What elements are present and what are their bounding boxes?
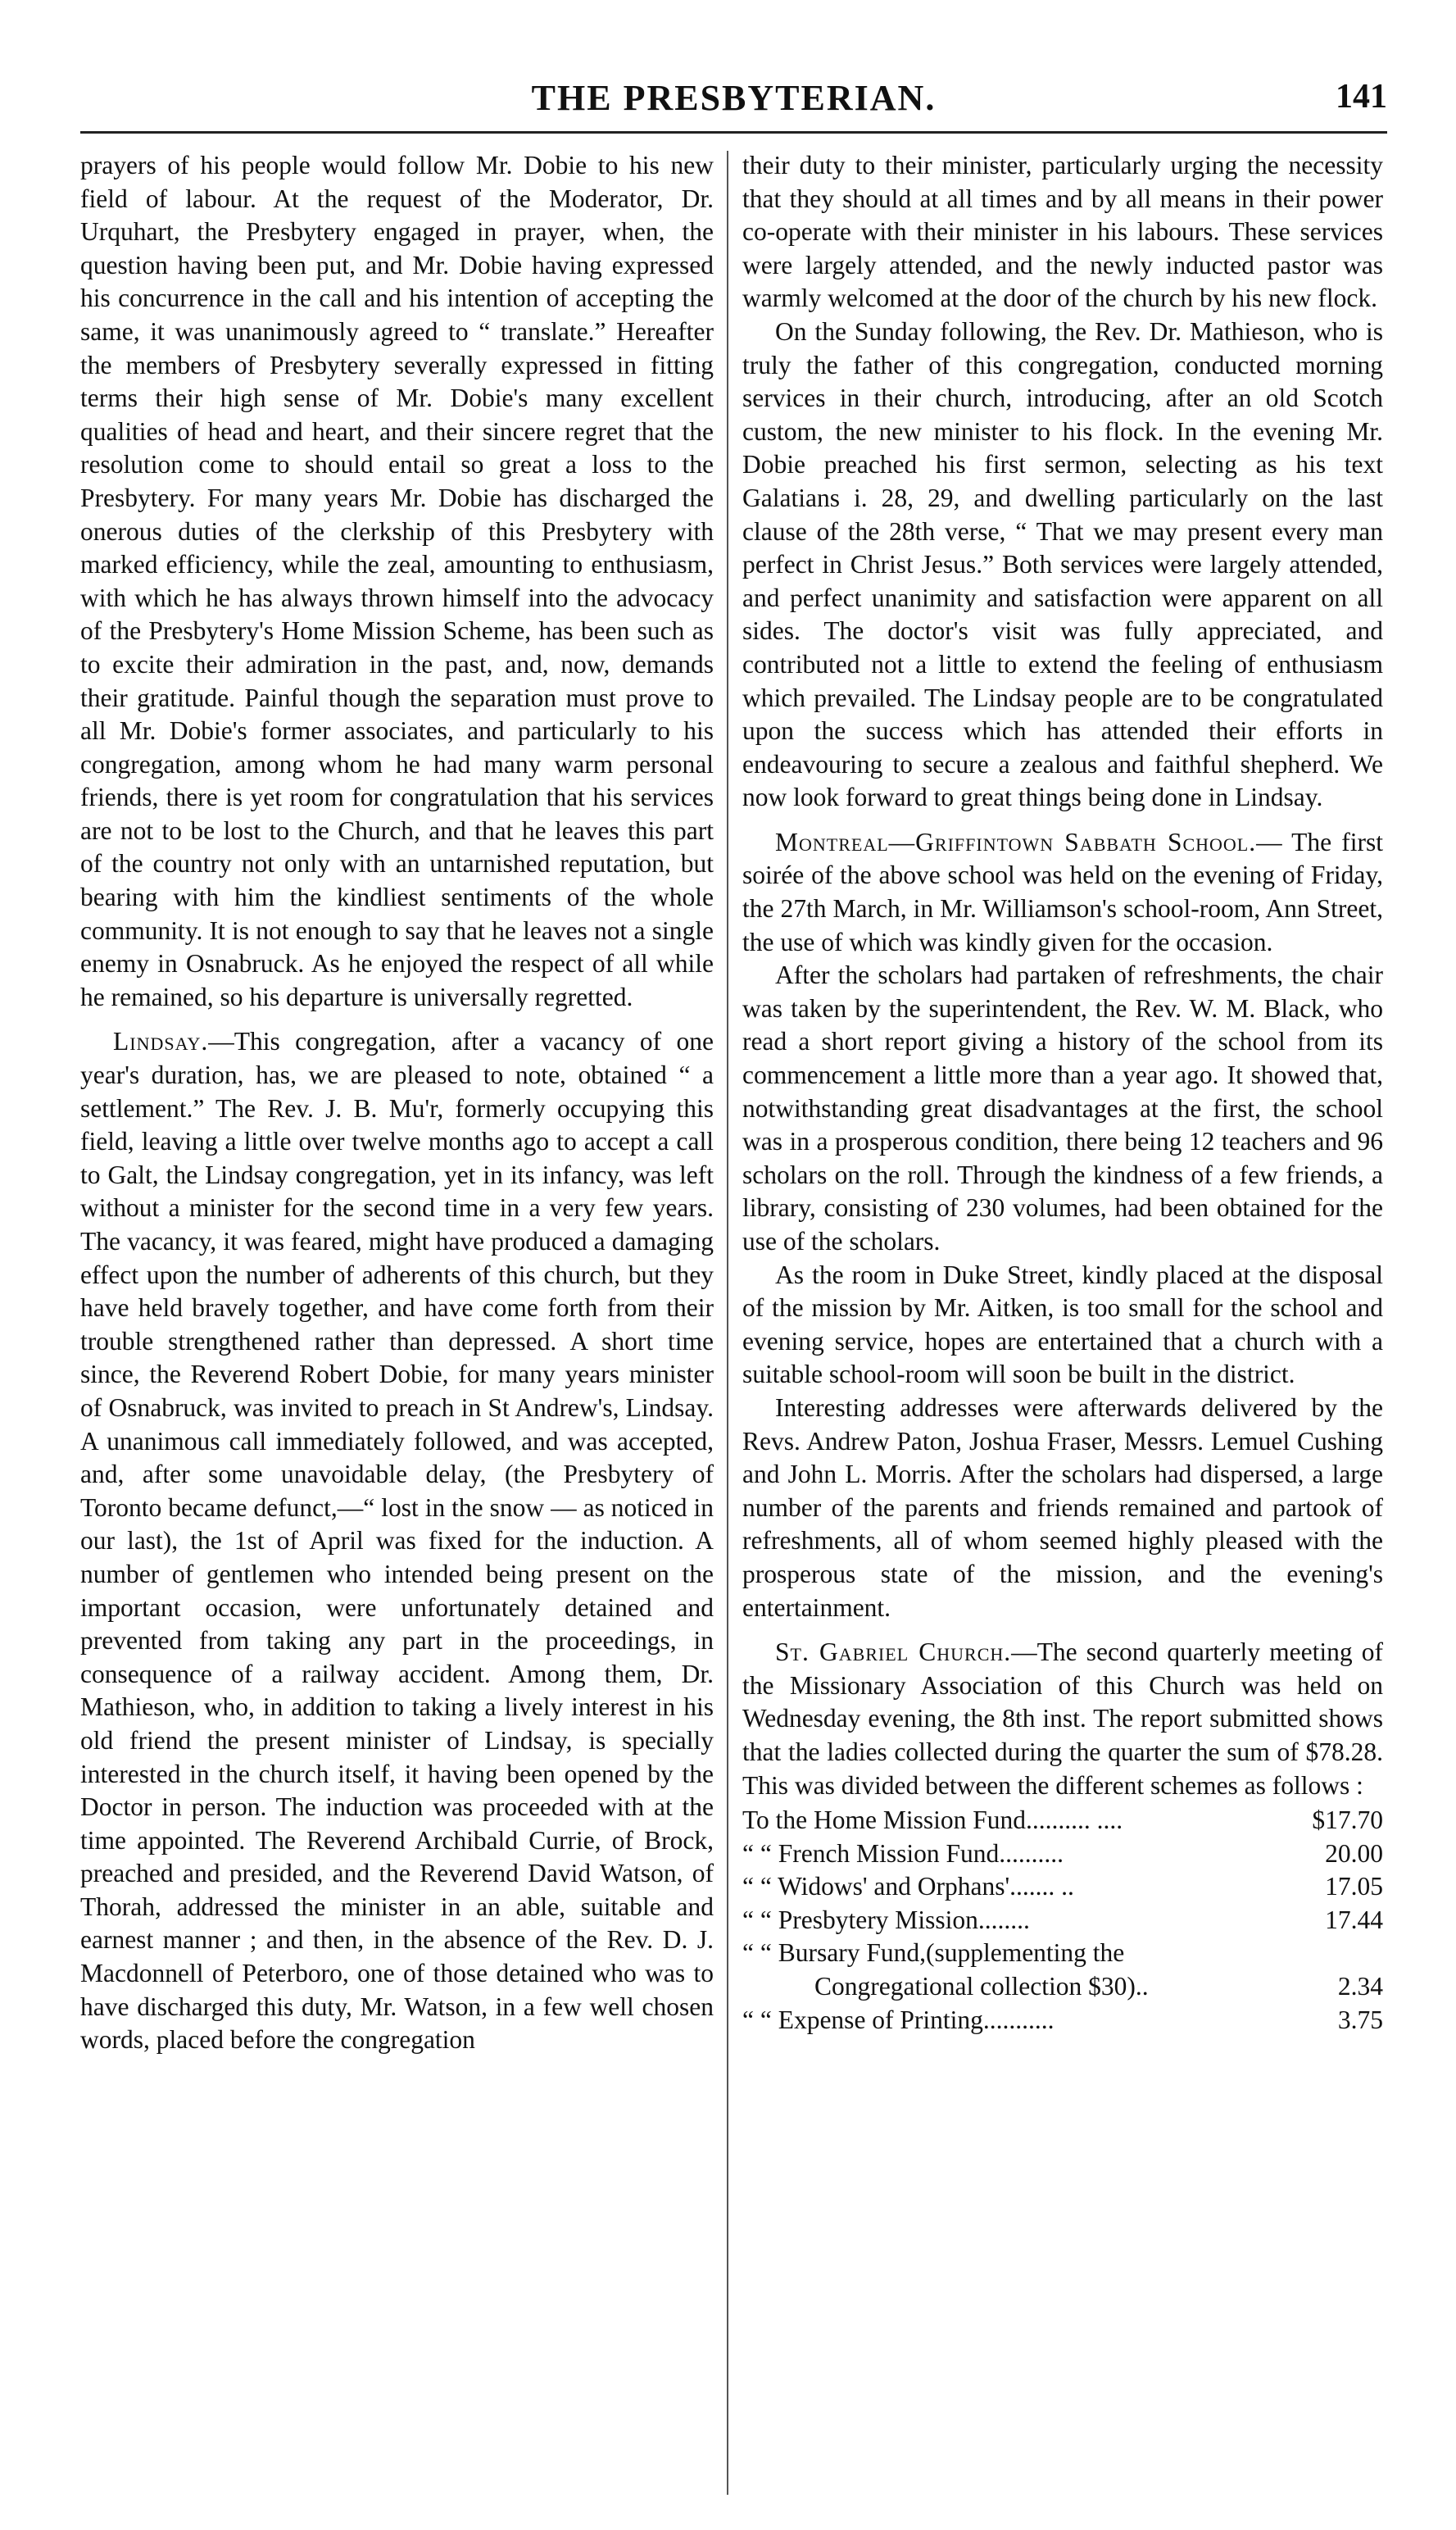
right-paragraph-6: Interesting addresses were afterwards delivered by the Revs. Andrew Paton, Joshua Fraser, Messrs. Lemuel Cushing and John L. Morris. After the scholars had dispersed, a large number of the parents and friends remained and partook of refreshments, all of whom seemed highly pleased with the prosperous state of the mission, and the evening's entertainment. bbox=[742, 1392, 1383, 1622]
ledger-desc: Congregational collection $30).. bbox=[814, 1972, 1149, 2001]
right-column bbox=[742, 149, 1383, 2037]
ledger-amount: 17.44 bbox=[1325, 1905, 1383, 1934]
ledger-desc: To the Home Mission Fund.......... .... bbox=[742, 1806, 1123, 1835]
ledger-row bbox=[742, 2004, 1383, 2037]
ledger-row bbox=[742, 1870, 1383, 1904]
griffintown-text: — The first soirée of the above school was held on the evening of Friday, the 27th March, in Mr. Williamson's school-room, Ann Street, the use of which was kindly given for the occasion. bbox=[742, 827, 1383, 956]
ledger-desc: “ “ Widows' and Orphans'....... .. bbox=[742, 1872, 1074, 1901]
ledger-desc: “ “ Expense of Printing........... bbox=[742, 2005, 1055, 2034]
ledger-amount: 17.05 bbox=[1325, 1872, 1383, 1901]
right-paragraph-1: their duty to their minister, particularly urging the necessity that they should at all times and by all means in their power co-operate with their minister in his labours. These services were largely attended, and the newly inducted pastor was warmly welcomed at the door of the church by his new flock. bbox=[742, 151, 1383, 313]
ledger-desc: “ “ French Mission Fund.......... bbox=[742, 1838, 1064, 1868]
running-title: THE PRESBYTERIAN. bbox=[531, 78, 937, 118]
lindsay-heading: Lindsay. bbox=[113, 1027, 209, 1056]
header-rule bbox=[80, 131, 1387, 134]
ledger-amount: 2.34 bbox=[1337, 1972, 1383, 2001]
ledger-row bbox=[742, 1804, 1383, 1837]
ledger-row bbox=[742, 1970, 1383, 2004]
ledger-desc: “ “ Presbytery Mission........ bbox=[742, 1905, 1030, 1934]
right-paragraph-2: On the Sunday following, the Rev. Dr. Mathieson, who is truly the father of this congregation, conducted morning services in their church, introducing, after an old Scotch custom, the new minister to his flock. In the evening Mr. Dobie preached his first sermon, selecting as his text Galatians i. 28, 29, and dwelling particularly on the last clause of the 28th verse, “ That we may present every man perfect in Christ Jesus.” Both services were largely attended, and perfect unanimity and satisfaction were apparent on all sides. The doctor's visit was fully appreciated, and contributed not a little to extend the feeling of enthusiasm which prevailed. The Lindsay people are to be congratulated upon the success which has attended their efforts in endeavouring to secure a zealous and faithful shepherd. We now look forward to great things being done in Lindsay. bbox=[742, 316, 1383, 812]
right-paragraph-4: After the scholars had partaken of refreshments, the chair was taken by the superintendent, the Rev. W. M. Black, who read a short report giving a history of the school from its commencement a little more than a year ago. It showed that, notwithstanding great disadvantages at the first, the school was in a prosperous condition, there being 12 teachers and 96 scholars on the roll. Through the kindness of a few friends, a library, consisting of 230 volumes, had been obtained for the use of the scholars. bbox=[742, 961, 1383, 1256]
ledger-amount: $17.70 bbox=[1312, 1806, 1383, 1835]
column-divider bbox=[727, 151, 728, 2495]
st-gabriel-heading: St. Gabriel Church. bbox=[775, 1637, 1012, 1667]
lindsay-text: —This congregation, after a vacancy of one year's duration, has, we are pleased to note, obtained “ a settlement.” The Rev. J. B. Mu'r, formerly occupying this field, leaving a little over twelve months ago to accept a call to Galt, the Lindsay congregation, yet in its infancy, was left without a minister for the second time in a very few years. The vacancy, it was feared, might have produced a damaging effect upon the number of adherents of this church, but they have held bravely together, and have come forth from their trouble strengthened rather than depressed. A short time since, the Reverend Robert Dobie, for many years minister of Osnabruck, was invited to preach in St Andrew's, Lindsay. A unanimous call immediately followed, and was accepted, and, after some unavoidable delay, (the Presbytery of Toronto became defunct,—“ lost in the snow — as noticed in our last), the 1st of April was fixed for the induction. A number of gentlemen who intended being present on the important occasion, were unfortunately detained and prevented from taking any part in the proceedings, in consequence of a railway accident. Among them, Dr. Mathieson, who, in addition to taking a lively interest in his old friend the present minister of Lindsay, is specially interested in the church itself, it having been opened by the Doctor in person. The induction was proceeded with at the time appointed. The Reverend Archibald Currie, of Brock, preached and presided, and the Reverend David Watson, of Thorah, addressed the minister in an able, suitable and earnest manner ; and then, in the absence of the Rev. D. J. Macdonnell of Peterboro, one of those detained who was to have discharged this duty, Mr. Watson, in a few well chosen words, placed before the congregation bbox=[80, 1027, 714, 2055]
left-column bbox=[80, 149, 714, 2057]
page-header bbox=[80, 77, 1387, 126]
st-gabriel-paragraph bbox=[742, 1636, 1383, 1802]
lindsay-paragraph bbox=[80, 1025, 714, 2056]
ledger-amount: 3.75 bbox=[1337, 2005, 1383, 2034]
ledger-row bbox=[742, 1837, 1383, 1871]
funds-ledger bbox=[742, 1804, 1383, 2037]
ledger-desc: “ “ Bursary Fund,(supplementing the bbox=[742, 1938, 1125, 1968]
st-gabriel-text: —The second quarterly meeting of the Missionary Association of this Church was held on Wednesday evening, the 8th inst. The report submitted shows that the ladies collected during the quarter the sum of $78.28. This was divided between the different schemes as follows : bbox=[742, 1637, 1383, 1800]
griffintown-heading: Montreal—Griffintown Sabbath School. bbox=[775, 827, 1257, 856]
ledger-row bbox=[742, 1937, 1383, 1970]
ledger-amount: 20.00 bbox=[1325, 1838, 1383, 1868]
left-paragraph-1: prayers of his people would follow Mr. Dobie to his new field of labour. At the request of the Moderator, Dr. Urquhart, the Presbytery engaged in prayer, when, the question having been put, and Mr. Dobie having expressed his concurrence in the call and his intention of accepting the same, it was unanimously agreed to “ translate.” Hereafter the members of Presbytery severally expressed in fitting terms their high sense of Mr. Dobie's many excellent qualities of head and heart, and their sincere regret that the resolution come to should entail so great a loss to the Presbytery. For many years Mr. Dobie has discharged the onerous duties of the clerkship of this Presbytery with marked efficiency, while the zeal, amounting to enthusiasm, with which he has always thrown himself into the advocacy of the Presbytery's Home Mission Scheme, has been such as to excite their admiration in the past, and, now, demands their gratitude. Painful though the separation must prove to all Mr. Dobie's former associates, and particularly to his congregation, among whom he had many warm personal friends, there is yet room for congratulation that his services are not to be lost to the Church, and that he leaves this part of the country not only with an untarnished reputation, but bearing with him the kindliest sentiments of the whole community. It is not enough to say that he leaves not a single enemy in Osnabruck. As he enjoyed the respect of all while he remained, so his departure is universally regretted. bbox=[80, 151, 714, 1011]
right-paragraph-5: As the room in Duke Street, kindly placed at the disposal of the mission by Mr. Aitken, is too small for the school and evening service, hopes are entertained that a church with a suitable school-room will soon be built in the district. bbox=[742, 1260, 1383, 1389]
ledger-row bbox=[742, 1904, 1383, 1937]
griffintown-paragraph bbox=[742, 826, 1383, 959]
page-number: 141 bbox=[1336, 78, 1387, 116]
